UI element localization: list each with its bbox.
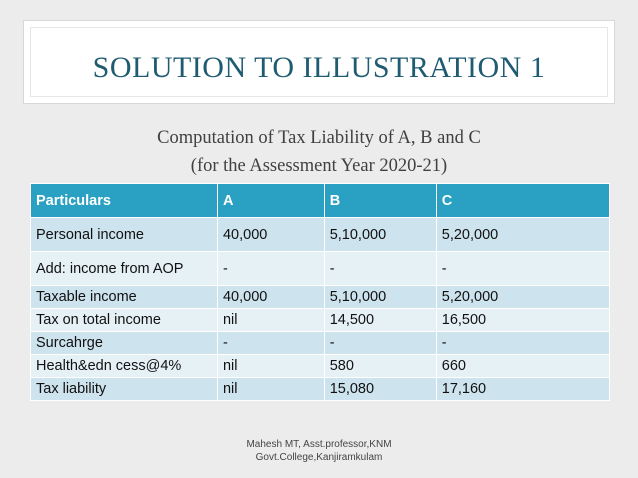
tax-liability-table [30, 183, 610, 401]
row-label: Health&edn cess@4% [31, 355, 218, 378]
title-box [23, 20, 615, 104]
cell-b: 5,10,000 [324, 286, 436, 309]
page-title: SOLUTION TO ILLUSTRATION 1 [92, 51, 546, 84]
cell-c: 5,20,000 [436, 286, 609, 309]
cell-a: nil [217, 355, 324, 378]
table-row [31, 355, 610, 378]
cell-c: 660 [436, 355, 609, 378]
cell-c: - [436, 252, 609, 286]
table-row [31, 218, 610, 252]
cell-a: 40,000 [217, 218, 324, 252]
cell-b: 15,080 [324, 378, 436, 401]
row-label: Surcahrge [31, 332, 218, 355]
cell-a: - [217, 252, 324, 286]
header-c: C [436, 184, 609, 218]
cell-a: nil [217, 309, 324, 332]
cell-b: 5,10,000 [324, 218, 436, 252]
table-row [31, 252, 610, 286]
cell-a: - [217, 332, 324, 355]
cell-c: 17,160 [436, 378, 609, 401]
header-a: A [217, 184, 324, 218]
header-b: B [324, 184, 436, 218]
subtitle-line-2: (for the Assessment Year 2020-21) [190, 156, 448, 176]
footer-line-1: Mahesh MT, Asst.professor,KNM [246, 439, 392, 450]
table-row [31, 309, 610, 332]
cell-c: 16,500 [436, 309, 609, 332]
table-row [31, 378, 610, 401]
cell-b: 14,500 [324, 309, 436, 332]
row-label: Add: income from AOP [31, 252, 218, 286]
row-label: Taxable income [31, 286, 218, 309]
row-label: Tax liability [31, 378, 218, 401]
header-particulars: Particulars [31, 184, 218, 218]
cell-a: nil [217, 378, 324, 401]
table-row [31, 286, 610, 309]
cell-b: - [324, 332, 436, 355]
cell-b: 580 [324, 355, 436, 378]
row-label: Tax on total income [31, 309, 218, 332]
table-header-row [31, 184, 610, 218]
row-label: Personal income [31, 218, 218, 252]
footer-line-2: Govt.College,Kanjiramkulam [255, 452, 383, 463]
cell-b: - [324, 252, 436, 286]
footer-credit [0, 438, 638, 464]
cell-a: 40,000 [217, 286, 324, 309]
subtitle-line-1: Computation of Tax Liability of A, B and C [157, 128, 481, 148]
table-row [31, 332, 610, 355]
cell-c: - [436, 332, 609, 355]
cell-c: 5,20,000 [436, 218, 609, 252]
